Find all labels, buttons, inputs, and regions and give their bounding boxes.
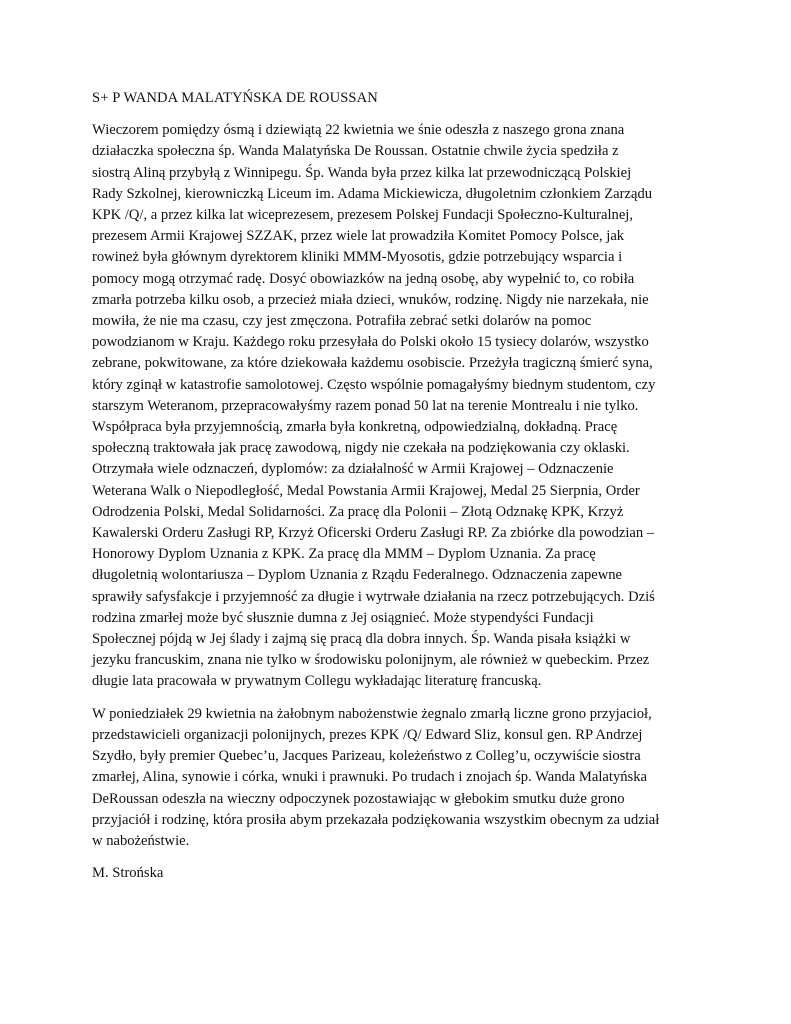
paragraph-body-2: W poniedziałek 29 kwietnia na żałobnym nabożenstwie żegnalo zmarłą liczne grono przyjacioł, przedstawicieli organizacji polonijnych, prezes KPK /Q/ Edward Sliz, konsul gen. RP Andrzej Szydło, były premier Quebec’u, Jacques Parizeau, koleżeństwo z Colleg’u, oczywiście siostra zmarłej, Alina, synowie i córka, wnuki i prawnuki. Po trudach i znojach śp. Wanda Malatyńska DeRoussan odeszła na wieczny odpoczynek pozostawiając w głebokim smutku duże grono przyjaciół i rodzinę, która prosiła abym przekazała podziękowania wszystkim obecnym za udział w nabożeństwie. xyxy=(92,705,660,849)
paragraph-body-1: Wieczorem pomiędzy ósmą i dziewiątą 22 kwietnia we śnie odeszła z naszego grona znana działaczka społeczna śp. Wanda Malatyńska De Roussan. Ostatnie chwile życia spedziła z siostrą Aliną przybyłą z Winnipegu. Śp. Wanda była przez kilka lat przewodniczącą Polskiej Rady Szkolnej, kierowniczką Liceum im. Adama Mickiewicza, długoletnim członkiem Zarządu KPK /Q/, a przez kilka lat wiceprezesem, prezesem Polskej Fundacji Społeczno-Kulturalnej, prezesem Armii Krajowej SZZAK, przez wiele lat prowadziła Komitet Pomocy Polsce, jak rowineż była głównym dyrektorem kliniki MMM-Myosotis, gdzie potrzebujący wsparcia i pomocy mogą otrzymać radę. Dosyć obowiazków na jedną osobę, aby wypełnić to, co robiła zmarła potrzeba kilku osob, a przecież miała dzieci, wnuków, rodzinę. Nigdy nie narzekała, nie mowiła, że nie ma czasu, czy jest zmęczona. Potrafiła zebrać setki dolarów na pomoc powodzianom w Kraju. Każdego roku przesyłała do Polski około 15 tysiecy dolarów, wszystko zebrane, pokwitowane, za które dziekowała każdemu osobiscie. Przeżyła tragiczną śmierć syna, który zginął w katastrofie samolotowej. Często wspólnie pomagałyśmy biednym studentom, czy starszym Weteranom, przepracowałyśmy razem ponad 50 lat na terenie Montrealu i nie tylko. Współpraca była przyjemnością, zmarła była konkretną, odpowiedzialną, dokładną. Pracę społeczną traktowała jak pracę zawodową, nigdy nie czekała na podziękowania czy oklaski. Otrzymała wiele odznaczeń, dyplomów: za działalność w Armii Krajowej – Odznaczenie Weterana Walk o Niepodległość, Medal Powstania Armii Krajowej, Medal 25 Sierpnia, Order Odrodzenia Polski, Medal Solidarności. Za pracę dla Polonii – Złotą Odznakę KPK, Krzyż Kawalerski Orderu Zasługi RP, Krzyż Oficerski Orderu Zasługi RP. Za zbiórke dla powodzian – Honorowy Dyplom Uznania z KPK. Za pracę dla MMM – Dyplom Uznania. Za pracę długoletnią wolontariusza – Dyplom Uznania z Rządu Federalnego. Odznaczenia zapewne sprawiły safysfakcje i przyjemność za długie i wytrwałe działania na rzecz potrzebujących. Dziś rodzina zmarłej może być słusznie dumna z Jej osiągnieć. Może stypendyści Fundacji Społecznej pójdą w Jej ślady i zajmą się pracą dla dobra innych. Śp. Wanda pisała książki w jezyku francuskim, znana nie tylko w środowisku polonijnym, ale również w quebeckim. Przez długie lata pracowała w prywatnym Collegu wykładając literaturę francuską. xyxy=(92,122,656,690)
document-page xyxy=(92,88,712,884)
document-title: S+ P WANDA MALATYŃSKA DE ROUSSAN xyxy=(92,90,378,106)
signature: M. Strońska xyxy=(92,865,164,882)
